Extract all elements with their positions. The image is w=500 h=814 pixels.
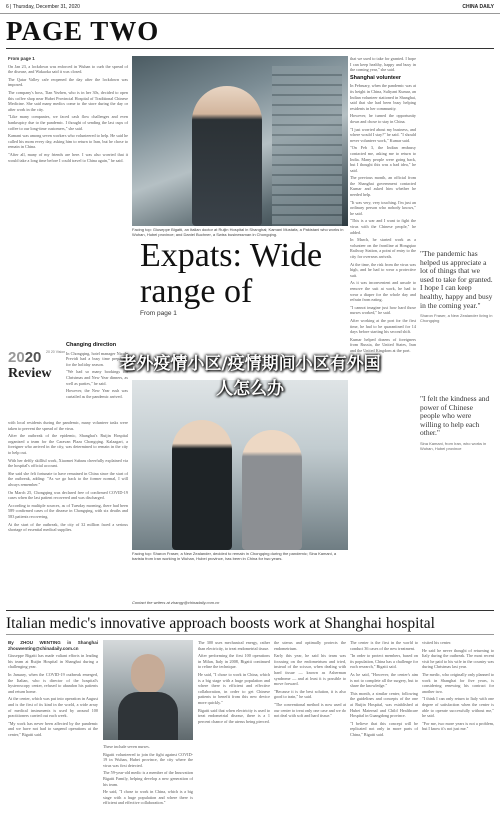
- pull-quote-attribution: Sharon Fraser, a New Zealander living in Chongqing: [420, 313, 493, 324]
- paragraph: At the center, which was put into operation in August and is the first of its kind in the world, a wide array of medical instruments is used by around 100 practitioners carried out each week.: [8, 696, 98, 719]
- photo-person: [192, 86, 262, 226]
- paragraph: The 59-year-old medic is a member of the Innovation Bigatti Family, helping develop a new generation of his team.: [103, 770, 193, 787]
- paragraph: Giuseppe Bigatti has made valiant efforts in leading his team at Ruijin Hospital in Shanghai during a challenging year.: [8, 653, 98, 670]
- paragraph: At the time, the risk from the virus was high, and he had to wear a protective suit.: [350, 261, 416, 278]
- paragraph: In January, when the COVID-19 outbreak emerged, the Italian, who is director of the hospital's hysteroscopy center, refused to abandon his patients and return home.: [8, 671, 98, 694]
- section-divider: [6, 610, 494, 611]
- paragraph: "The conventional method is now used at our center to treat only one case and we do not deal with soft and hard tissue.": [274, 701, 346, 719]
- subhead-shanghai-volunteer: Shanghai volunteer: [350, 74, 402, 81]
- paragraph: "For me, two more years is not a problem, but I know it's not just me.": [422, 720, 494, 732]
- issue-date: 6 | Thursday, December 31, 2020: [6, 4, 80, 10]
- photo-doctor: [132, 56, 348, 226]
- photo-background-shelf: [272, 66, 342, 226]
- paragraph: Bigatti volunteered to join the fight against COVID-19 in Wuhan, Hubei province, the city where the virus was first detected.: [103, 751, 193, 768]
- paragraph: Early this year, he said his team was focusing on the endometrium and tried, instead of the scissor, when dealing with hard tissue — known as Asherman syndrome — and at least it is possible to move forward.: [274, 653, 346, 687]
- masthead: CHINA DAILY: [462, 4, 494, 10]
- title-divider: [6, 48, 494, 49]
- paragraph: "I just worried about my business, and where would I stay?" he said. "I should never volunteer work," Kumar said.: [350, 126, 416, 143]
- page-header-bar: [0, 0, 500, 14]
- photo-bigatti: [103, 640, 193, 740]
- paragraph: Bigatti said that when electricity is used to treat endometrial disease, there is a 1 percent chance of the uterus being pierced.: [198, 707, 270, 724]
- pull-quote: [420, 395, 494, 451]
- paragraph: After the outbreak of the epidemic, Shanghai's Ruijin Hospital organized a team for the Caravan Plaza Chongqing. Kalaagari, a foreigner who arrived in the city, was determined to remain in the city to help out.: [8, 433, 128, 455]
- photo-caption: Facing top: Sharon Fraser, a New Zealander, decided to remain in Chongqing during the pandemic; Sina Kamani, a barista from Iran working in Wuhan, Hubei province, has been in China for two years.: [132, 551, 337, 561]
- pull-quote-attribution: Sina Kamani, from Iran, who works in Wuhan, Hubei province: [420, 440, 487, 451]
- paragraph: In Chongqing, hotel manager Nicolo Previdi had a busy time preparing for the holiday season.: [66, 350, 128, 367]
- paragraph: "On Feb 3, the Indian embassy contacted me, asking me to return to India. Many people were going back, but I thought this was a bad idea," he said.: [350, 145, 416, 173]
- paragraph: with local residents during the pandemic, many volunteer tasks were taken to prevent the spread of the virus.: [8, 420, 128, 431]
- year-review-logo: [8, 350, 66, 396]
- bottom-column-e: [350, 640, 418, 810]
- paragraph: "This is a war and I want to fight the virus with the Chinese people," he added.: [350, 218, 416, 235]
- photo-person-body: [118, 692, 178, 740]
- article-column-1b: [8, 420, 128, 610]
- paragraph: "We had so many bookings for Christmas and New Year dinners, as well as parties," he said.: [66, 369, 128, 386]
- overlay-line-1: 老外疫情小区/疫情期间小区有外国: [119, 354, 381, 374]
- paragraph: "I believe that this concept will be replicated not only in more parts of China," Bigatti said.: [350, 720, 418, 737]
- year-part-b: 20: [24, 349, 42, 366]
- paragraph: The center is the first in the world to conduct 36 cases of the new treatment.: [350, 640, 418, 651]
- year-part-a: 20: [8, 349, 25, 366]
- paragraph: "Like many companies, we faced cash flow challenges and even bankruptcy due to the pandemic. I thought of sending the last cups of coffee to our long-time customers," she said.: [8, 114, 128, 131]
- paragraph: However, he turned the opportunity down and chose to stay in China.: [350, 113, 416, 124]
- paragraph: As he said, "However, the center's aim is not to complete all the surgery, but to share the knowledge.": [350, 671, 418, 689]
- overlay-caption: [60, 352, 440, 402]
- paragraph: Kumar helped dozens of foreigners from Russia, the United States, Iran and the United Kingdom at the port.: [350, 336, 416, 353]
- subhead-changing-direction: Changing direction: [66, 342, 117, 348]
- bottom-column-a: [8, 640, 98, 810]
- photo-person-head: [131, 654, 165, 694]
- pull-quote-text: "The pandemic has helped us appreciate a lot of things that we used to take for granted. I hope I can keep healthy, happy and busy in the coming year.": [420, 249, 493, 310]
- article-column-1: [8, 56, 128, 351]
- overlay-line-2: 人怎么办: [216, 379, 284, 399]
- paragraph: These include seven nurses.: [103, 744, 150, 749]
- paragraph: Kamani was among seven workers who volunteered to help. He said he called his mom every day, asking him to return to Iran, but he chose to remain in China.: [8, 133, 128, 150]
- paragraph: In February, when the pandemic was at its height in China, Sultyani Kumar, an Indian volunteer stationed in Shanghai, said that she had been busy helping residents in her community.: [350, 83, 416, 111]
- paragraph: He said he never thought of returning to Italy during the outbreak. The most recent visit he paid to his wife in the country was during Christmas last year.: [422, 647, 494, 670]
- byline: From page 1: [8, 56, 35, 61]
- paragraph: After working at the port for the first time, he had to be quarantined for 14 days before starting his second shift.: [350, 317, 416, 335]
- paragraph: At the start of the outbreak, the city of 32 million faced a serious shortage of essential medical supplies.: [8, 521, 128, 533]
- paragraph: The company's boss, Tian Yezhen, who is in her 30s, decided to open this coffee shop near Hubei Provincial Hospital of Traditional Chinese Medicine. She said many medics come to the store during the day or after work in the city.: [8, 89, 128, 112]
- paragraph: The 300 uses mechanical energy, rather than electricity, to treat endometrial tissue.: [198, 640, 270, 651]
- page-title: PAGE TWO: [6, 16, 160, 46]
- paragraph: On March 25, Chongqing was declared free of confirmed COVID-19 cases when the last patient recovered and was discharged.: [8, 489, 128, 501]
- article-column-3: [350, 56, 416, 611]
- paragraph: "I think I can only return to Italy with one degree of satisfaction when the center is able to operate successfully without me," he said.: [422, 696, 494, 719]
- bottom-column-d: [274, 640, 346, 810]
- paragraph: This month, a similar center, following the guidelines and concepts of the one at Ruijin Hospital, was established at Hubei Maternal and Child Healthcare Hospital in Guangdong province.: [350, 690, 418, 719]
- bottom-column-f: [422, 640, 494, 810]
- pull-quote-text: "I felt the kindness and power of Chinese people who were willing to help each other.": [420, 394, 490, 438]
- paragraph: According to multiple sources, as of Tuesday morning, there had been 589 confirmed cases of the disease in Chongqing, with six deaths and 583 patients recovering.: [8, 502, 128, 519]
- paragraph: "My work has never been affected by the pandemic and we have not had to suspend operations at the center," Bigatti said.: [8, 720, 98, 737]
- bottom-column-b: [103, 744, 193, 810]
- paragraph: The medic, who originally only planned to work in Shanghai for five years, is considering renewing his contract for another two.: [422, 671, 494, 694]
- paragraph: the uterus and optimally protects the endometrium.: [274, 640, 346, 651]
- bottom-headline-rule: [6, 634, 494, 635]
- paragraph: that we used to take for granted. I hope I can keep healthy, happy and busy in the coming year," she said.: [350, 56, 416, 73]
- feature-deck: From page 1: [140, 310, 177, 317]
- paragraph: The Qatar Valley cafe reopened the day after the lockdown was imposed.: [8, 76, 128, 88]
- paragraph: "Because it is the best solution, it is also good to train," he said.: [274, 688, 346, 700]
- photo-person: [172, 420, 232, 550]
- paragraph: visited his center.: [422, 640, 452, 645]
- paragraph: With her deftly skillful work, Xiaomei Subaru cheerfully explained via the hospital's official account.: [8, 457, 128, 469]
- paragraph: On Jan 23, a lockdown was enforced in Wuhan to curb the spread of the disease, and Wakaoka said it was closed.: [8, 63, 128, 75]
- photo-caption: Facing top: Giuseppe Bigatti, an Italian doctor at Ruijin Hospital in Shanghai; Kamani Mustafa, a Pakistani who works in Wuhan, Hubei province; and Daniel Buchner, a Swiss businessman in Chongqing.: [132, 227, 344, 237]
- paragraph: The previous month, an official from the Shanghai government contacted Kumar and asked him whether he needed help.: [350, 175, 416, 198]
- paragraph: In March, he started work as a volunteer on the frontline at Hongqiao Railway Station, a point of entry to the city for overseas arrivals.: [350, 237, 416, 259]
- bottom-byline: By ZHOU WENTING in Shanghai zhouwenting@chinadaily.com.cn: [8, 640, 98, 651]
- pull-quote: [420, 250, 494, 323]
- paragraph: However, the New Year rush was curtailed as the pandemic arrived.: [66, 388, 128, 399]
- paragraph: "In order to protect members, based on its population, China has a challenge for each research," Bigatti said.: [350, 653, 418, 670]
- bottom-story-headline: Italian medic's innovative approach boosts work at Shanghai hospital: [6, 615, 435, 632]
- paragraph: "I cannot imagine just how hard those nurses worked," he said.: [350, 304, 416, 316]
- paragraph: He said, "I chose to work in China, which is a big stage with a huge population and where there is efficient and effective collaboration, in order to get Chinese patients to benefit from this new device more quickly.": [198, 671, 270, 705]
- photo-person: [242, 430, 302, 550]
- paragraph: After performing the first 100 operations in Milan, Italy in 2008, Bigatti continued to refine the technique.: [198, 653, 270, 670]
- writer-contact: Contact the writers at zhangy@chinadaily.com.cn: [132, 600, 220, 605]
- paragraph: "After all, many of my friends are here. I was also worried that it would take a long time before I could travel to China again," he said.: [8, 151, 128, 163]
- paragraph: He said, "I chose to work in China, which is a big stage with a huge population and where there is efficient and effective collaboration.": [103, 789, 193, 806]
- year-review-stamp: 20 20 Vision: [46, 350, 66, 354]
- feature-headline: Expats: Wide range of: [140, 237, 323, 310]
- paragraph: She said she felt fortunate to have remained in China since the start of the outbreak, adding: "As we go back to the former normal, I will always remember.": [8, 470, 128, 487]
- paragraph: "It was very, very touching. I'm just an ordinary person who nobody knows," he said.: [350, 199, 416, 216]
- photo-expats: [132, 380, 348, 550]
- bottom-column-c: [198, 640, 270, 810]
- paragraph: As it was inconvenient and unsafe to remove the suit at work, he had to wear a diaper for the whole day and refrain from eating.: [350, 280, 416, 303]
- year-review-word: Review: [8, 366, 52, 381]
